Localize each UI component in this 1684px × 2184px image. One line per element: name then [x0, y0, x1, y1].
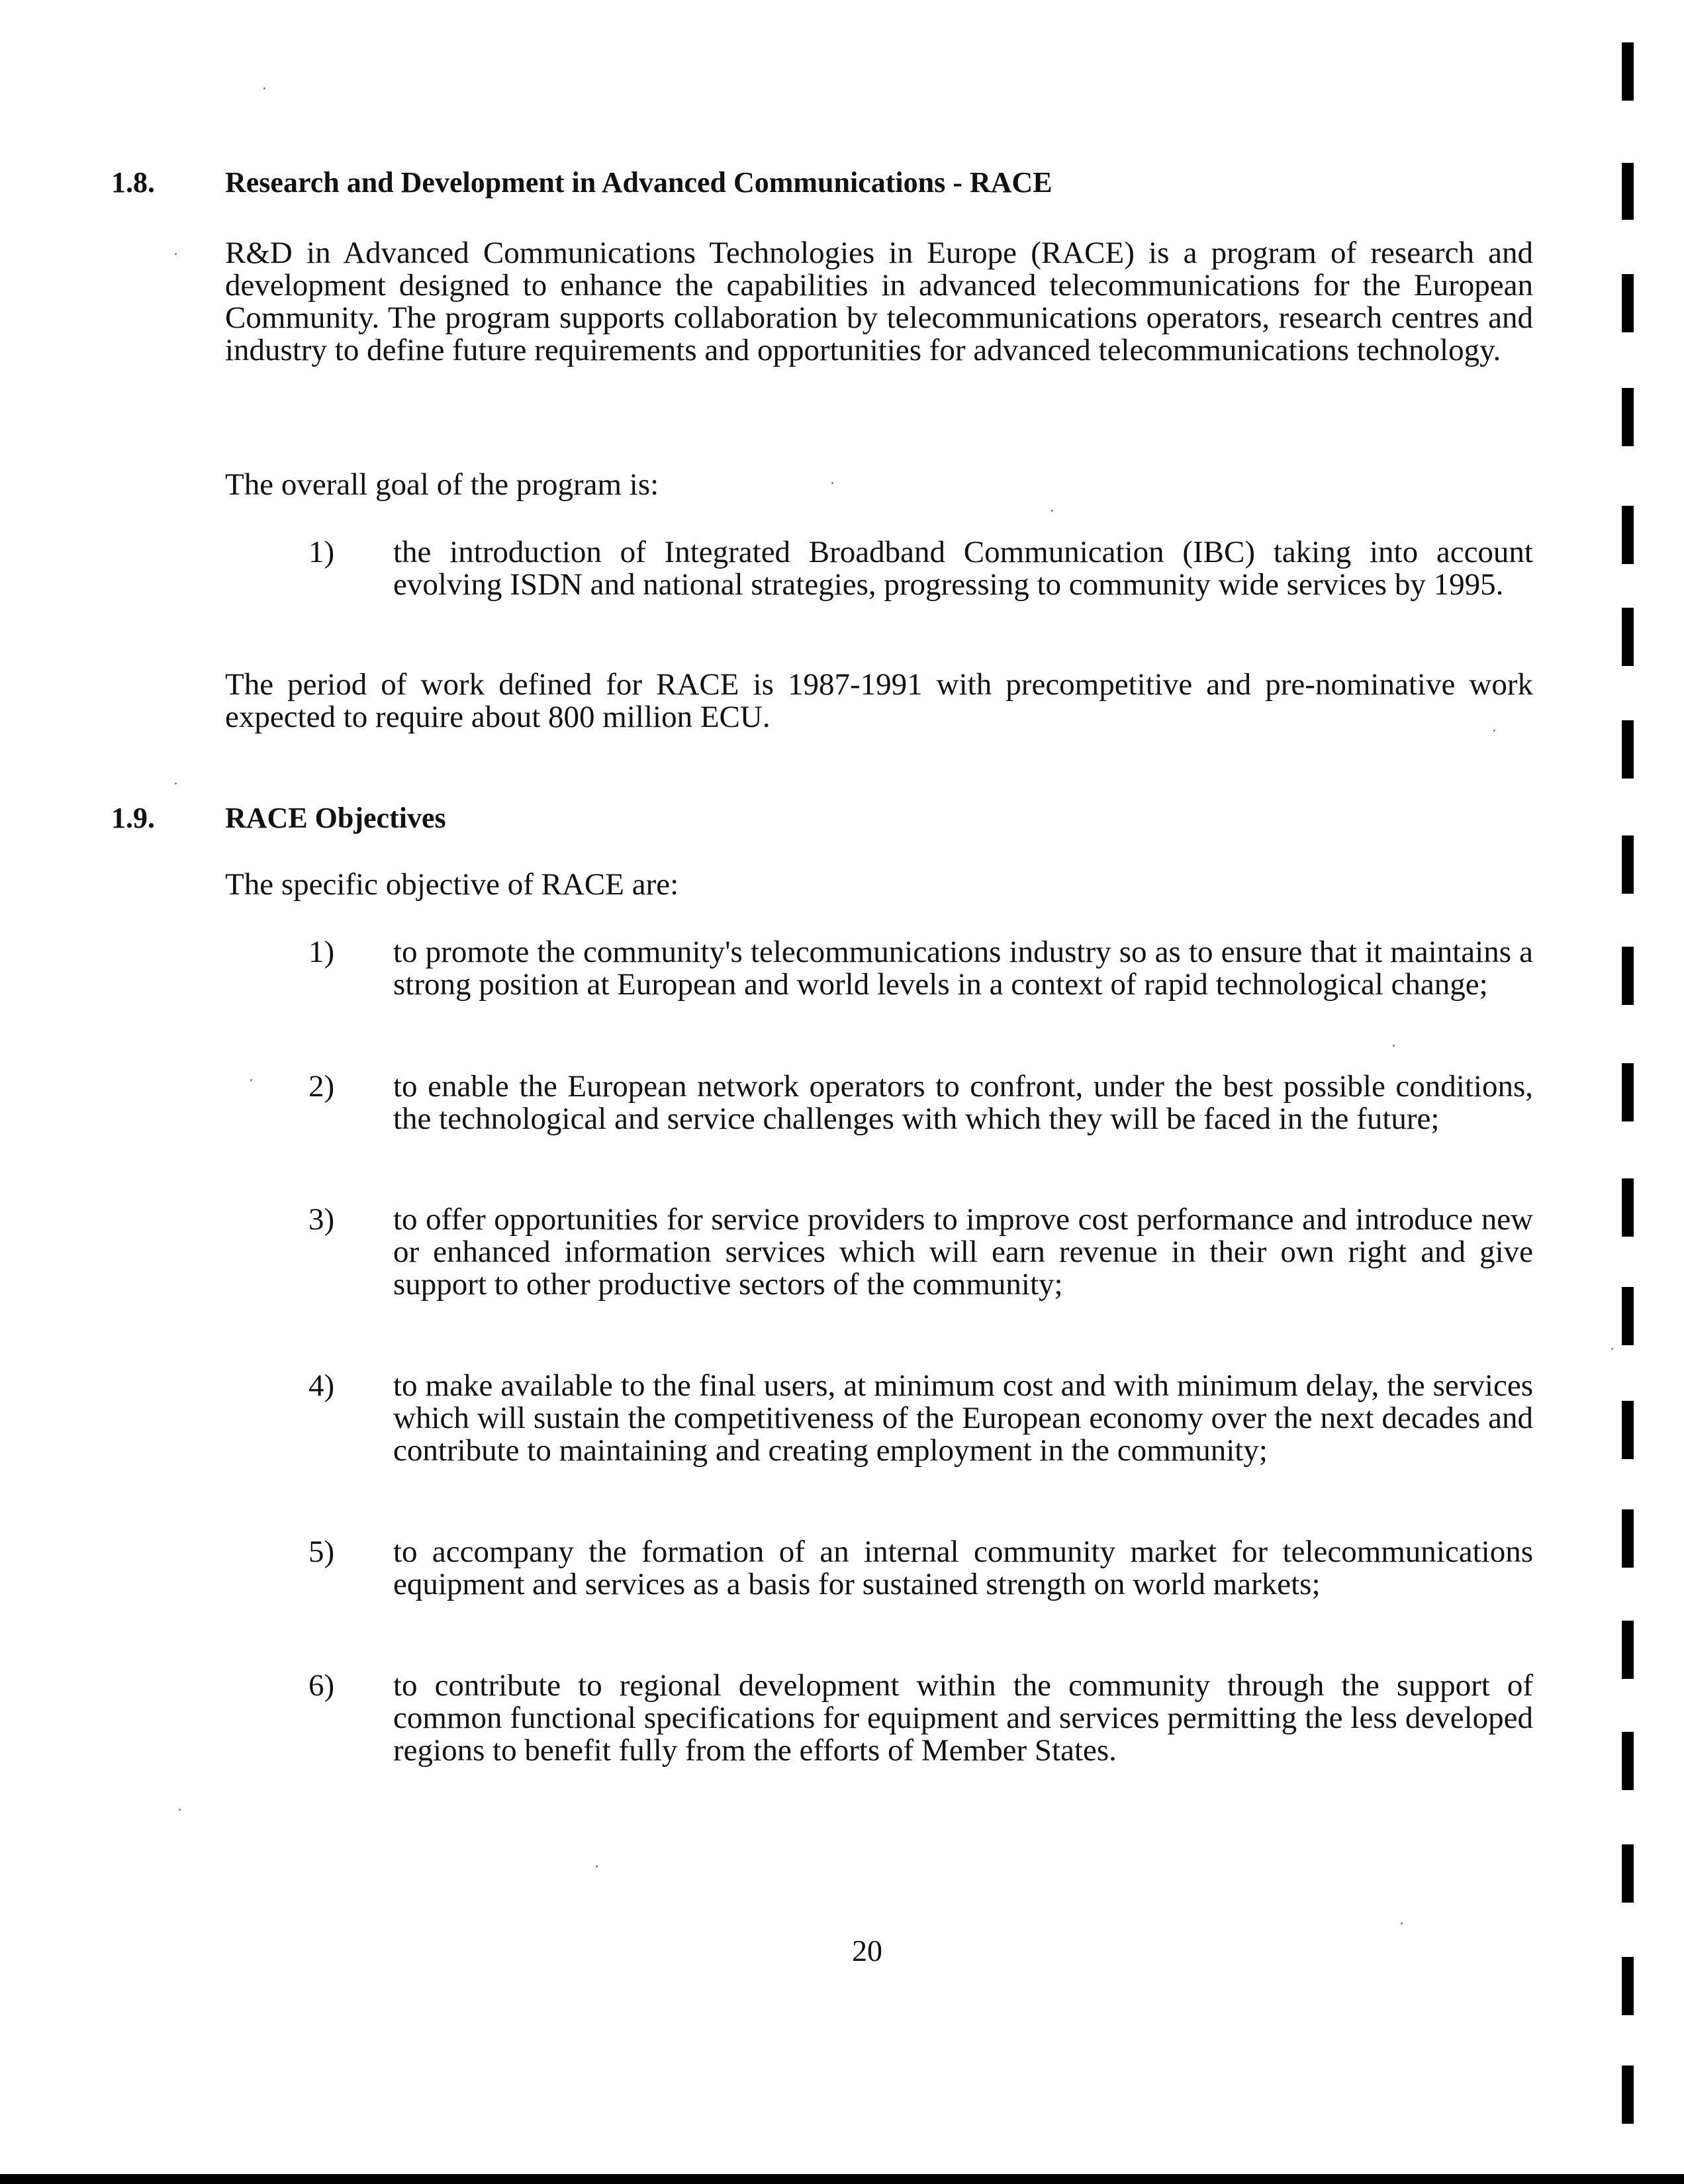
goal-item-text: the introduction of Integrated Broadband Communication (IBC) taking into account evolving ISDN and national strategies, progressing to community wide services by 1995.: [393, 535, 1533, 602]
binding-mark: [1622, 608, 1634, 666]
bottom-edge-rule: [0, 2174, 1684, 2184]
scan-speck: [175, 253, 177, 255]
period-paragraph: The period of work defined for RACE is 1987-1991 with precompetitive and pre-nominative work expected to require about 800 million ECU.: [225, 667, 1533, 734]
binding-mark: [1622, 42, 1634, 101]
scan-speck: [175, 783, 177, 784]
objective-number: 3): [308, 1202, 335, 1237]
section-number: 1.8.: [111, 166, 155, 199]
scan-speck: [263, 87, 265, 89]
scan-speck: [1051, 510, 1053, 512]
objective-number: 4): [308, 1368, 335, 1403]
binding-mark: [1622, 1063, 1634, 1121]
goal-item-number: 1): [308, 535, 335, 569]
goal-lead: The overall goal of the program is:: [225, 467, 659, 502]
section-title: Research and Development in Advanced Communications - RACE: [225, 166, 1052, 199]
binding-mark: [1622, 1287, 1634, 1345]
objective-text: to enable the European network operators to confront, under the best possible conditions, the technological and service challenges with which they will be faced in the future;: [393, 1069, 1533, 1136]
objectives-lead: The specific objective of RACE are:: [225, 867, 679, 902]
binding-mark: [1622, 1509, 1634, 1568]
scan-speck: [596, 1866, 598, 1868]
objective-number: 2): [308, 1069, 335, 1104]
objective-text: to promote the community's telecommunications industry so as to ensure that it maintains a strong position at European and world levels in a context of rapid technological change;: [393, 935, 1533, 1002]
binding-mark: [1622, 1621, 1634, 1679]
scan-speck: [1401, 1923, 1403, 1924]
objective-number: 6): [308, 1668, 335, 1703]
objective-number: 5): [308, 1535, 335, 1569]
binding-mark: [1622, 274, 1634, 332]
binding-mark: [1622, 506, 1634, 564]
binding-mark: [1622, 163, 1634, 220]
binding-mark: [1622, 835, 1634, 894]
binding-mark: [1622, 720, 1634, 779]
objective-text: to make available to the final users, at minimum cost and with minimum delay, the services which will sustain the competitiveness of the European economy over the next decades and contribute to maintaining and creating employment in the community;: [393, 1368, 1533, 1468]
scan-speck: [1493, 730, 1495, 732]
page-number: 20: [852, 1934, 882, 1968]
section-number: 1.9.: [111, 802, 155, 834]
scan-speck: [1611, 1348, 1613, 1350]
scan-speck: [1393, 1045, 1395, 1047]
binding-mark: [1622, 1732, 1634, 1790]
binding-mark: [1622, 1957, 1634, 2015]
binding-mark: [1622, 1178, 1634, 1237]
scan-speck: [831, 482, 833, 484]
objective-number: 1): [308, 935, 335, 969]
binding-mark: [1622, 947, 1634, 1005]
scan-speck: [179, 1809, 181, 1811]
objective-text: to offer opportunities for service providers to improve cost performance and introduce new or enhanced information services which will earn revenue in their own right and give support to other productive sectors of the community;: [393, 1202, 1533, 1302]
section-title: RACE Objectives: [225, 802, 446, 834]
intro-paragraph: R&D in Advanced Communications Technologies in Europe (RACE) is a program of research and development designed to enhance the capabilities in advanced telecommunications for the European Community. The program supports collaboration by telecommunications operators, research centres and industry to define future requirements and opportunities for advanced telecommunications technology.: [225, 236, 1533, 367]
binding-mark: [1622, 1401, 1634, 1459]
binding-mark: [1622, 1844, 1634, 1903]
binding-mark: [1622, 388, 1634, 446]
objective-text: to accompany the formation of an internal community market for telecommunications equipment and services as a basis for sustained strength on world markets;: [393, 1535, 1533, 1601]
binding-mark: [1622, 2065, 1634, 2124]
objective-text: to contribute to regional development within the community through the support of common functional specifications for equipment and services permitting the less developed regions to benefit fully from the efforts of Member States.: [393, 1668, 1533, 1768]
scan-speck: [250, 1079, 252, 1081]
